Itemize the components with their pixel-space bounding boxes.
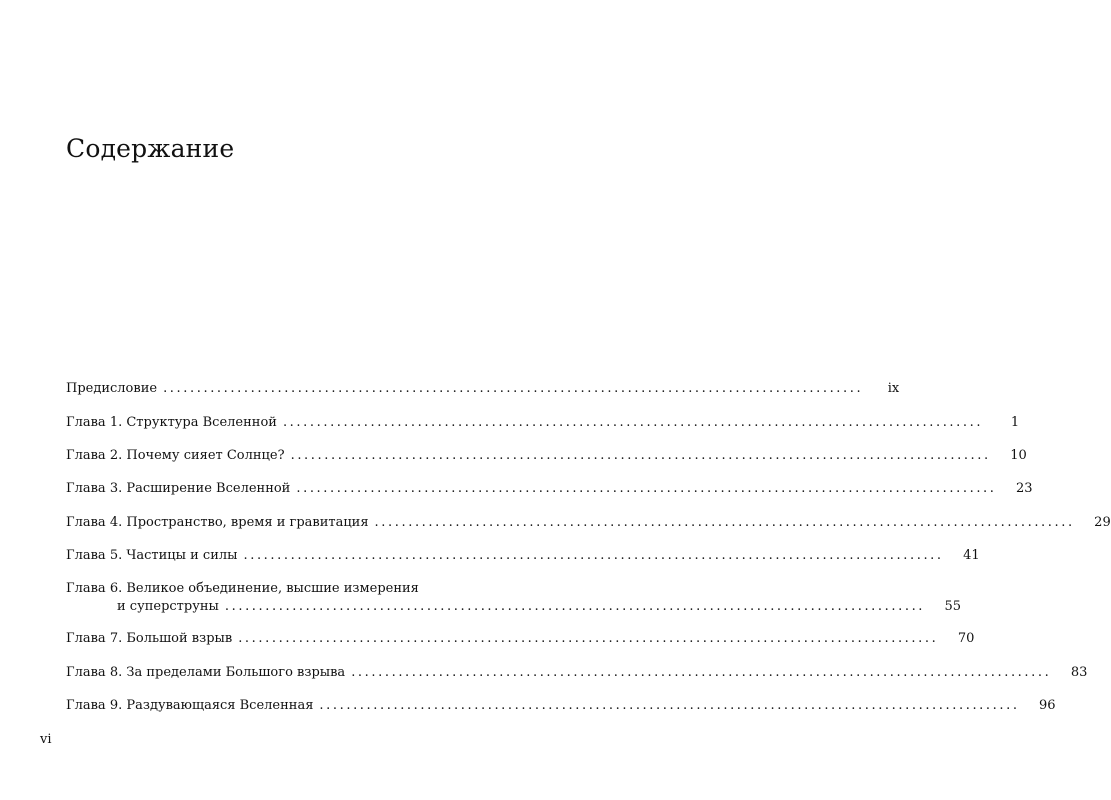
toc-entry-preface[interactable]	[66, 380, 900, 398]
toc-entry-chapter-8[interactable]	[66, 664, 1088, 682]
toc-entry-chapter-4[interactable]	[66, 514, 1111, 532]
toc-entry-label: Глава 9. Раздувающаяся Вселенная	[66, 698, 314, 713]
toc-entry-label-line-1: Глава 6. Великое объединение, высшие измерения	[66, 581, 419, 596]
toc-entry-label: Глава 4. Пространство, время и гравитация	[66, 515, 369, 530]
toc-page-number: 29	[1094, 515, 1111, 530]
toc-page-number: 55	[944, 599, 962, 614]
toc-page-number: ix	[887, 381, 900, 396]
toc-leader-dots: ........................................................................................................	[282, 415, 984, 430]
toc-leader-dots: ........................................................................................................	[374, 515, 1075, 530]
page-title: Содержание	[66, 134, 235, 163]
toc-page-number: 41	[963, 548, 980, 563]
toc-leader-dots: ........................................................................................................	[290, 448, 991, 463]
toc-entry-chapter-6[interactable]	[66, 580, 962, 616]
toc-entry-chapter-1[interactable]	[66, 414, 1020, 432]
toc-leader-dots: ........................................................................................................	[163, 381, 864, 396]
toc-entry-label-line-2: и суперструны	[117, 599, 219, 614]
toc-entry-label: Глава 8. За пределами Большого взрыва	[66, 665, 346, 680]
toc-entry-chapter-5[interactable]	[66, 547, 980, 565]
toc-leader-dots: ........................................................................................................	[224, 599, 926, 614]
toc-entry-chapter-2[interactable]	[66, 447, 1027, 465]
toc-page-number: 23	[1015, 481, 1033, 496]
toc-entry-label: Глава 5. Частицы и силы	[66, 548, 238, 563]
toc-entry-label: Глава 7. Большой взрыв	[66, 631, 233, 646]
toc-page-number: 70	[957, 631, 975, 646]
toc-page-number: 96	[1039, 698, 1056, 713]
toc-leader-dots: ........................................................................................................	[238, 631, 939, 646]
toc-page-number: 10	[1010, 448, 1027, 463]
toc-leader-dots: ........................................................................................................	[243, 548, 944, 563]
toc-entry-label: Глава 3. Расширение Вселенной	[66, 481, 291, 496]
toc-entry-chapter-9[interactable]	[66, 697, 1056, 715]
toc-entry-label: Глава 2. Почему сияет Солнце?	[66, 448, 285, 463]
toc-entry-chapter-7[interactable]	[66, 630, 975, 648]
toc-leader-dots: ........................................................................................................	[351, 665, 1052, 680]
toc-page-number: 83	[1070, 665, 1088, 680]
toc-leader-dots: ........................................................................................................	[296, 481, 997, 496]
toc-entry-chapter-3[interactable]	[66, 480, 1033, 498]
toc-page-number: 1	[1010, 415, 1020, 430]
toc-leader-dots: ........................................................................................................	[319, 698, 1020, 713]
page-folio-number: vi	[40, 732, 52, 747]
toc-entry-label: Предисловие	[66, 381, 158, 396]
toc-entry-label: Глава 1. Структура Вселенной	[66, 415, 277, 430]
